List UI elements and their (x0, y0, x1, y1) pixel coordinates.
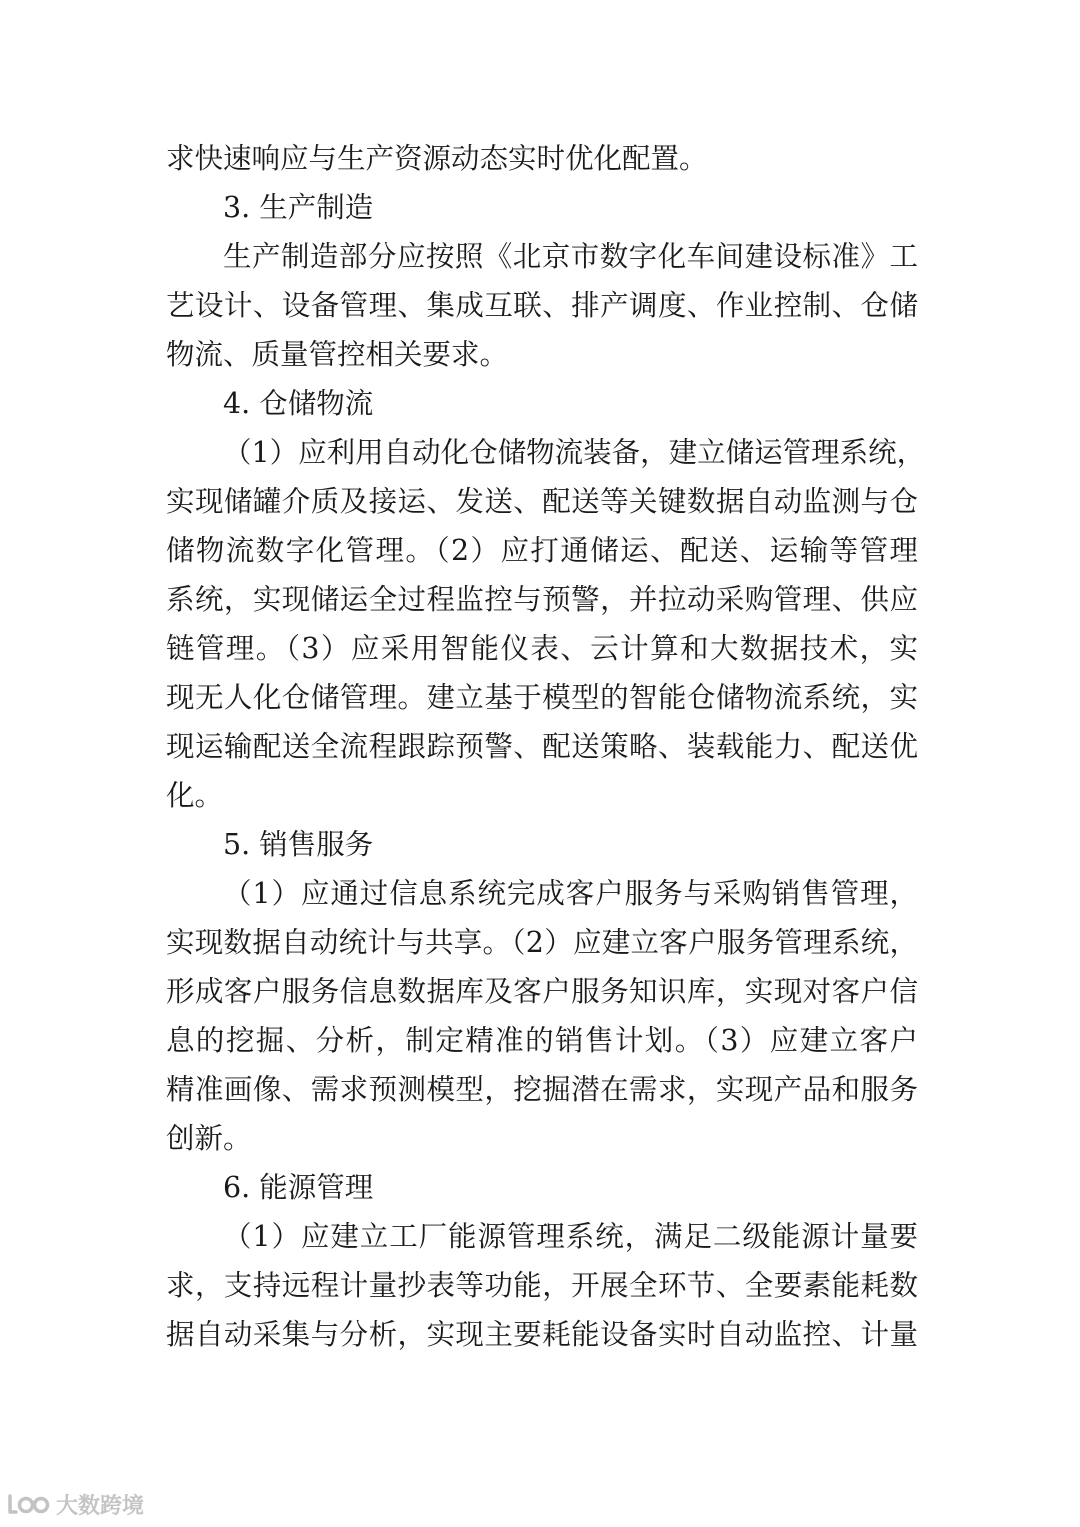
logo-icon (6, 1491, 52, 1517)
paragraph-line: 系统，实现储运全过程监控与预警，并拉动采购管理、供应 (166, 583, 918, 616)
watermark (6, 1488, 144, 1520)
paragraph-line: 链管理。（3）应采用智能仪表、云计算和大数据技术，实 (166, 632, 918, 665)
paragraph-line: 实现储罐介质及接运、发送、配送等关键数据自动监测与仓 (166, 485, 918, 518)
paragraph-line: 求快速响应与生产资源动态实时优化配置。 (166, 142, 708, 175)
paragraph-line: （1）应通过信息系统完成客户服务与采购销售管理， (223, 877, 918, 910)
paragraph-line: 实现数据自动统计与共享。（2）应建立客户服务管理系统， (166, 926, 918, 959)
paragraph-line: 创新。 (166, 1122, 252, 1155)
paragraph-line: 化。 (166, 779, 224, 812)
section-heading: 5. 销售服务 (223, 828, 374, 861)
paragraph-line: 物流、质量管控相关要求。 (166, 338, 509, 371)
paragraph-line: 现运输配送全流程跟踪预警、配送策略、装载能力、配送优 (166, 730, 918, 763)
paragraph-line: （1）应建立工厂能源管理系统，满足二级能源计量要 (223, 1220, 918, 1253)
paragraph-line: 息的挖掘、分析，制定精准的销售计划。（3）应建立客户 (166, 1024, 918, 1057)
section-heading: 6. 能源管理 (223, 1171, 374, 1204)
watermark-text: 大数跨境 (56, 1493, 145, 1519)
paragraph-line: 据自动采集与分析，实现主要耗能设备实时自动监控、计量 (166, 1318, 918, 1351)
paragraph-line: 精准画像、需求预测模型，挖掘潜在需求，实现产品和服务 (166, 1073, 918, 1106)
document-body (166, 134, 926, 1359)
paragraph-line: 艺设计、设备管理、集成互联、排产调度、作业控制、仓储 (166, 289, 918, 322)
section-heading: 3. 生产制造 (223, 191, 374, 224)
paragraph-line: 形成客户服务信息数据库及客户服务知识库，实现对客户信 (166, 975, 918, 1008)
paragraph-line: 求，支持远程计量抄表等功能，开展全环节、全要素能耗数 (166, 1269, 918, 1302)
paragraph-line: 生产制造部分应按照《北京市数字化车间建设标准》工 (223, 240, 918, 273)
paragraph-line: （1）应利用自动化仓储物流装备，建立储运管理系统， (223, 436, 926, 469)
paragraph-line: 现无人化仓储管理。建立基于模型的智能仓储物流系统，实 (166, 681, 918, 714)
paragraph-line: 储物流数字化管理。（2）应打通储运、配送、运输等管理 (166, 534, 918, 567)
section-heading: 4. 仓储物流 (223, 387, 374, 420)
